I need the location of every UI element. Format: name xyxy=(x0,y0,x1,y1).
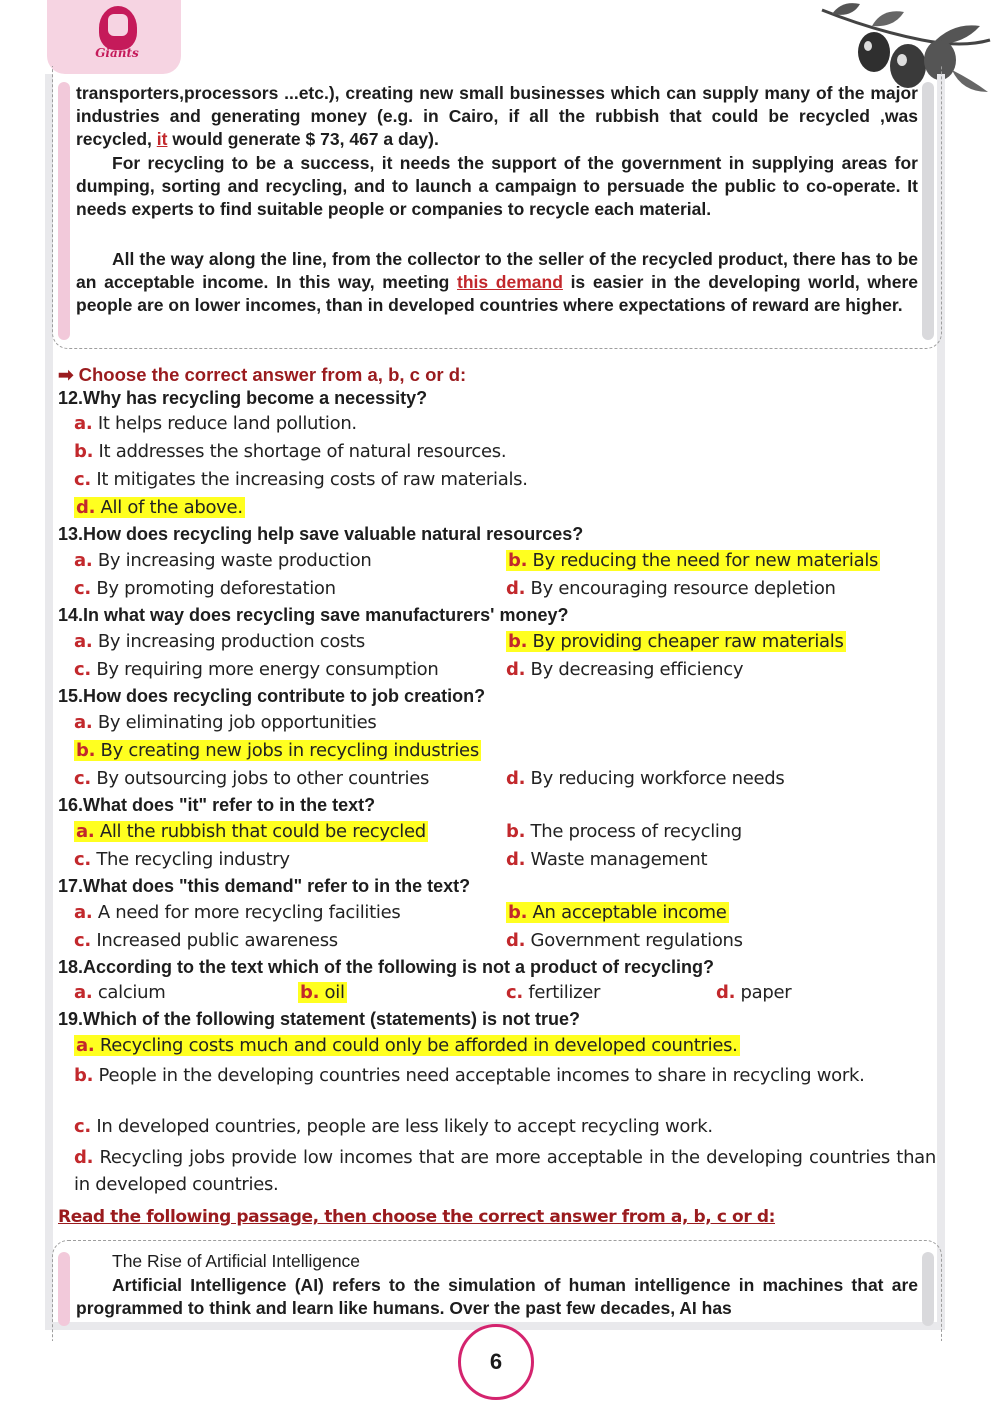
q13-option-d[interactable]: d. By encouraging resource depletion xyxy=(506,578,836,599)
passage-paragraph-3: All the way along the line, from the collector to the seller of the recycled product, there has to be an acceptable income. In this way, meeting this demand is easier in the developing world, where people are on lower incomes, than in developed countries where expectations of reward are higher. xyxy=(76,249,918,315)
passage-2-title: The Rise of Artificial Intelligence xyxy=(112,1251,361,1271)
question-17: 17.What does "this demand" refer to in the text? xyxy=(58,876,471,896)
page-number: 6 xyxy=(458,1324,534,1400)
question-14: 14.In what way does recycling save manufacturers' money? xyxy=(58,605,569,625)
q15-option-a[interactable]: a. By eliminating job opportunities xyxy=(74,712,377,733)
q12-option-d-correct[interactable]: d. All of the above. xyxy=(76,497,243,518)
q16-option-a-correct[interactable]: a. All the rubbish that could be recycled xyxy=(76,821,426,842)
instruction-heading: ➡ Choose the correct answer from a, b, c or d: xyxy=(58,364,467,385)
q12-option-b[interactable]: b. It addresses the shortage of natural resources. xyxy=(74,441,507,462)
q15-option-c[interactable]: c. By outsourcing jobs to other countries xyxy=(74,768,430,789)
q19-option-a-correct[interactable]: a. Recycling costs much and could only be afforded in developed countries. xyxy=(76,1035,738,1056)
q13-option-b-correct[interactable]: b. By reducing the need for new materials xyxy=(508,550,879,571)
q18-option-d[interactable]: d. paper xyxy=(716,982,792,1003)
q16-option-b[interactable]: b. The process of recycling xyxy=(506,821,742,842)
q18-option-b-correct[interactable]: b. oil xyxy=(300,982,345,1003)
reference-this-demand: this demand xyxy=(457,272,563,292)
section-heading: Read the following passage, then choose the correct answer from a, b, c or d: xyxy=(58,1207,776,1227)
q13-option-a[interactable]: a. By increasing waste production xyxy=(74,550,372,571)
q16-option-d[interactable]: d. Waste management xyxy=(506,849,708,870)
q17-option-c[interactable]: c. Increased public awareness xyxy=(74,930,338,951)
q16-option-c[interactable]: c. The recycling industry xyxy=(74,849,290,870)
question-16: 16.What does "it" refer to in the text? xyxy=(58,795,376,815)
question-18: 18.According to the text which of the following is not a product of recycling? xyxy=(58,957,715,977)
q12-option-a[interactable]: a. It helps reduce land pollution. xyxy=(74,413,357,434)
question-12: 12.Why has recycling become a necessity? xyxy=(58,388,428,408)
passage-left-bar xyxy=(58,82,70,340)
fist-icon xyxy=(99,6,137,50)
q12-option-c[interactable]: c. It mitigates the increasing costs of raw materials. xyxy=(74,469,528,490)
q14-option-a[interactable]: a. By increasing production costs xyxy=(74,631,365,652)
reference-it: it xyxy=(156,129,168,149)
q19-option-c[interactable]: c. In developed countries, people are less likely to accept recycling work. xyxy=(74,1116,713,1137)
passage-2-left-bar xyxy=(58,1252,70,1326)
question-13: 13.How does recycling help save valuable natural resources? xyxy=(58,524,584,544)
q17-option-b-correct[interactable]: b. An acceptable income xyxy=(508,902,727,923)
logo-text: Giants xyxy=(95,46,139,60)
passage-right-bar xyxy=(922,82,934,340)
q18-option-c[interactable]: c. fertilizer xyxy=(506,982,601,1003)
question-15: 15.How does recycling contribute to job creation? xyxy=(58,686,486,706)
q17-option-d[interactable]: d. Government regulations xyxy=(506,930,743,951)
passage-paragraph-2: For recycling to be a success, it needs the support of the government in supplying areas for dumping, sorting and recycling, and to launch a campaign to persuade the public to co-operate. It needs experts to find suitable people or companies to recycle each material. xyxy=(76,153,918,219)
q14-option-d[interactable]: d. By decreasing efficiency xyxy=(506,659,744,680)
q13-option-c[interactable]: c. By promoting deforestation xyxy=(74,578,336,599)
question-19: 19.Which of the following statement (statements) is not true? xyxy=(58,1009,581,1029)
q17-option-a[interactable]: a. A need for more recycling facilities xyxy=(74,902,401,923)
q15-option-b-correct[interactable]: b. By creating new jobs in recycling industries xyxy=(76,740,479,761)
passage-paragraph-1: transporters,processors ...etc.), creating new small businesses which can supply many of the major industries and generating money (e.g. in Cairo, if all the rubbish that could be recycled ,was recycled, it would generate $ 73, 467 a day). xyxy=(76,83,918,149)
q18-option-a[interactable]: a. calcium xyxy=(74,982,166,1003)
q19-option-d[interactable]: d. Recycling jobs provide low incomes that are more acceptable in the developing countries than in developed countries. xyxy=(74,1147,937,1195)
q15-option-d[interactable]: d. By reducing workforce needs xyxy=(506,768,785,789)
passage-2-right-bar xyxy=(922,1252,934,1326)
q14-option-c[interactable]: c. By requiring more energy consumption xyxy=(74,659,439,680)
q19-option-b[interactable]: b. People in the developing countries need acceptable incomes to share in recycling work. xyxy=(74,1065,865,1086)
q14-option-b-correct[interactable]: b. By providing cheaper raw materials xyxy=(508,631,844,652)
passage-2-paragraph-1: Artificial Intelligence (AI) refers to the simulation of human intelligence in machines that are programmed to think and learn like humans. Over the past few decades, AI has xyxy=(76,1275,918,1318)
giants-logo xyxy=(47,0,181,74)
